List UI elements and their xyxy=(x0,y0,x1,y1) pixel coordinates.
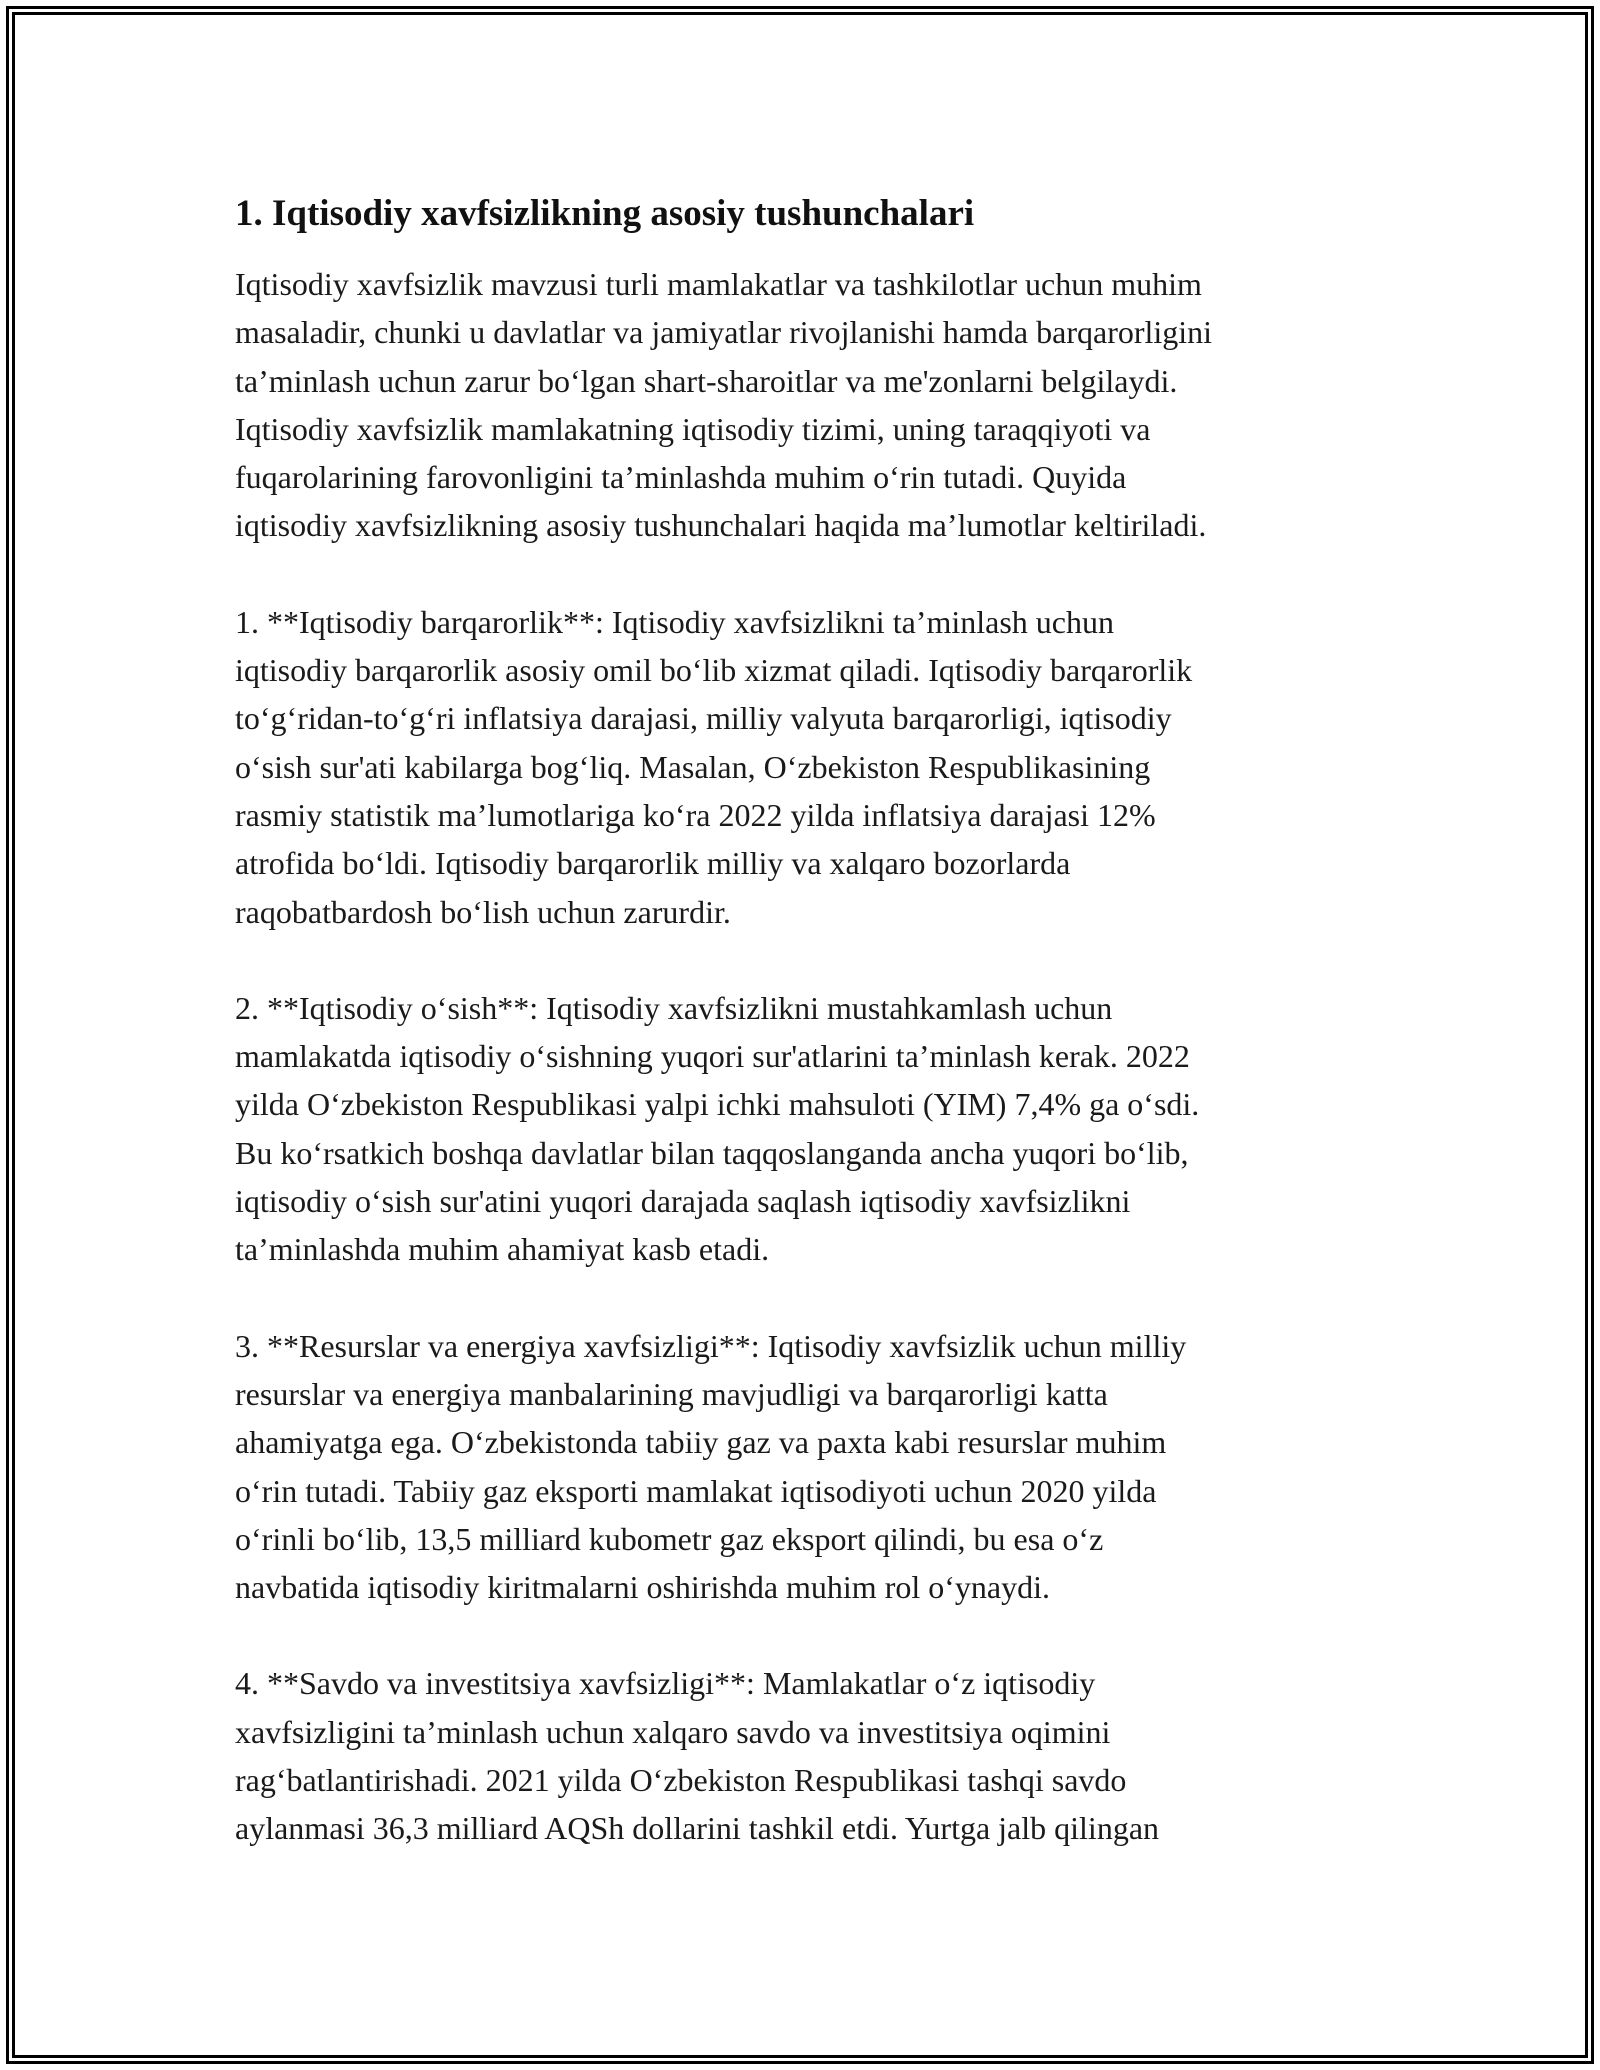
intro-paragraph xyxy=(235,260,1365,550)
text-line: masaladir, chunki u davlatlar va jamiyatlar rivojlanishi hamda barqarorligini xyxy=(235,314,1213,351)
text-line: rasmiy statistik ma’lumotlariga ko‘ra 2022 yilda inflatsiya darajasi 12% xyxy=(235,796,1156,833)
text-line: yilda O‘zbekiston Respublikasi yalpi ichki mahsuloti (YIM) 7,4% ga o‘sdi. xyxy=(235,1086,1200,1123)
text-line: aylanmasi 36,3 milliard AQSh dollarini tashkil etdi. Yurtga jalb qilingan xyxy=(235,1810,1160,1847)
text-line: to‘g‘ridan-to‘g‘ri inflatsiya darajasi, milliy valyuta barqarorligi, iqtisodiy xyxy=(235,700,1172,737)
text-line: ta’minlash uchun zarur bo‘lgan shart-sharoitlar va me'zonlarni belgilaydi. xyxy=(235,362,1178,399)
text-line: 1. **Iqtisodiy barqarorlik**: Iqtisodiy xavfsizlikni ta’minlash uchun xyxy=(235,603,1114,640)
text-line: navbatida iqtisodiy kiritmalarni oshirishda muhim rol o‘ynaydi. xyxy=(235,1569,1050,1606)
text-line: o‘rinli bo‘lib, 13,5 milliard kubometr gaz eksport qilindi, bu esa o‘z xyxy=(235,1520,1104,1557)
text-line: resurslar va energiya manbalarining mavjudligi va barqarorligi katta xyxy=(235,1375,1108,1412)
text-line: 4. **Savdo va investitsiya xavfsizligi**: Mamlakatlar o‘z iqtisodiy xyxy=(235,1665,1096,1702)
paragraph-resources-energy xyxy=(235,1322,1365,1612)
text-line: xavfsizligini ta’minlash uchun xalqaro savdo va investitsiya oqimini xyxy=(235,1713,1111,1750)
text-line: iqtisodiy barqarorlik asosiy omil bo‘lib xizmat qiladi. Iqtisodiy barqarorlik xyxy=(235,652,1193,689)
text-line: Iqtisodiy xavfsizlik mavzusi turli mamlakatlar va tashkilotlar uchun muhim xyxy=(235,266,1202,302)
text-line: 2. **Iqtisodiy o‘sish**: Iqtisodiy xavfsizlikni mustahkamlash uchun xyxy=(235,989,1113,1026)
text-line: mamlakatda iqtisodiy o‘sishning yuqori sur'atlarini ta’minlash kerak. 2022 xyxy=(235,1038,1190,1075)
text-line: Iqtisodiy xavfsizlik mamlakatning iqtisodiy tizimi, uning taraqqiyoti va xyxy=(235,410,1151,447)
paragraph-economic-growth xyxy=(235,984,1365,1274)
text-line: Bu ko‘rsatkich boshqa davlatlar bilan taqqoslanganda ancha yuqori bo‘lib, xyxy=(235,1134,1189,1171)
paragraph-economic-stability xyxy=(235,598,1365,936)
text-line: raqobatbardosh bo‘lish uchun zarurdir. xyxy=(235,893,731,930)
text-line: o‘rin tutadi. Tabiiy gaz eksporti mamlakat iqtisodiyoti uchun 2020 yilda xyxy=(235,1472,1157,1509)
text-line: atrofida bo‘ldi. Iqtisodiy barqarorlik milliy va xalqaro bozorlarda xyxy=(235,845,1071,882)
text-line: ta’minlashda muhim ahamiyat kasb etadi. xyxy=(235,1231,770,1268)
text-line: iqtisodiy xavfsizlikning asosiy tushunchalari haqida ma’lumotlar keltiriladi. xyxy=(235,507,1207,544)
text-line: ahamiyatga ega. O‘zbekistonda tabiiy gaz va paxta kabi resurslar muhim xyxy=(235,1424,1167,1461)
text-line: fuqarolarining farovonligini ta’minlashda muhim o‘rin tutadi. Quyida xyxy=(235,459,1127,496)
document-body xyxy=(235,190,1365,1901)
paragraph-trade-investment xyxy=(235,1659,1365,1852)
text-line: o‘sish sur'ati kabilarga bog‘liq. Masalan, O‘zbekiston Respublikasining xyxy=(235,748,1151,785)
text-line: 3. **Resurslar va energiya xavfsizligi**: Iqtisodiy xavfsizlik uchun milliy xyxy=(235,1327,1187,1364)
text-line: iqtisodiy o‘sish sur'atini yuqori darajada saqlash iqtisodiy xavfsizlikni xyxy=(235,1183,1131,1220)
text-line: rag‘batlantirishadi. 2021 yilda O‘zbekiston Respublikasi tashqi savdo xyxy=(235,1762,1127,1799)
section-heading: 1. Iqtisodiy xavfsizlikning asosiy tushunchalari xyxy=(235,193,975,234)
